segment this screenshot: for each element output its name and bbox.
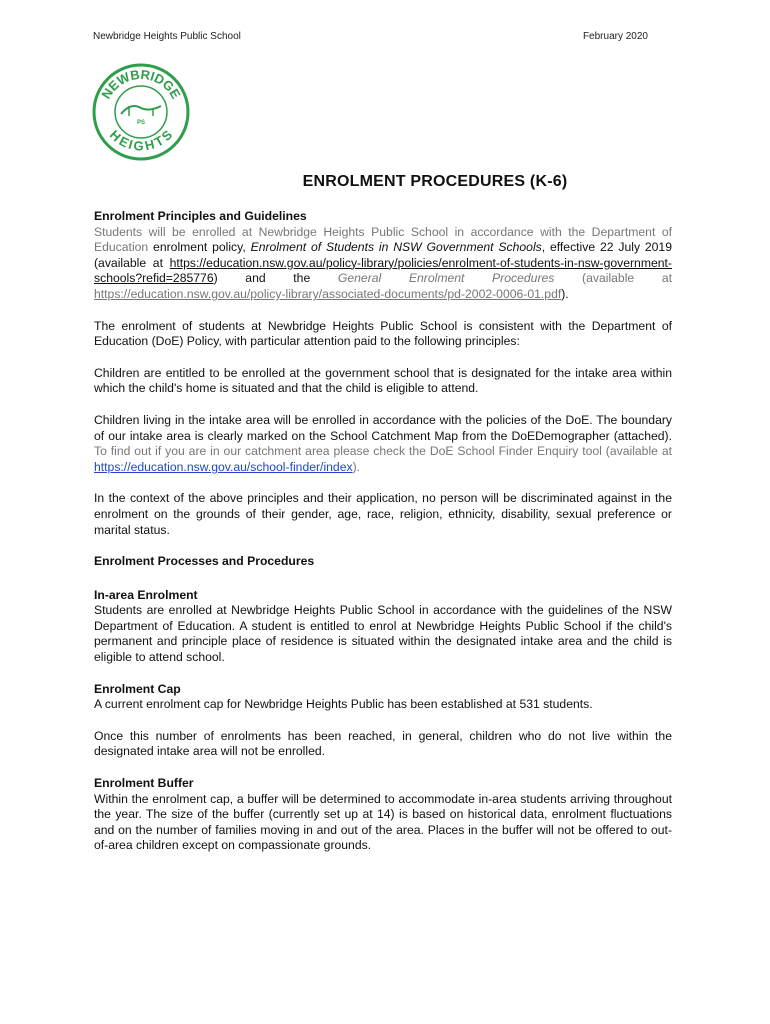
- principles-p1-a: Students will be enrolled at Newbridge Heights Public School in accordance with the Department of Education: [94, 224, 672, 255]
- principles-paragraph-5: In the context of the above principles and their application, no person will be discriminated against in the enrolment on the grounds of their gender, age, race, religion, ethnicity, disability, sexual preference or marital status.: [94, 491, 672, 537]
- principles-p1-b: enrolment policy,: [153, 240, 251, 255]
- principles-p4-a: Children living in the intake area will be enrolled in accordance with the policies of the DoE. The boundary of our intake area is clearly marked on the School Catchment Map from the DoEDemographer (attached).: [94, 412, 672, 443]
- policy-link[interactable]: https://education.nsw.gov.au/policy-library/policies/enrolment-of-students-in-nsw-government-schools?refid=285776: [94, 255, 672, 286]
- buffer-text: Within the enrolment cap, a buffer will be determined to accommodate in-area students arriving throughout the year. The size of the buffer (currently set up at 14) is based on historical data, enrolment fluctuations and on the number of families moving in and out of the area. Places in the buffer will not be offered to out-of-area children except on compassionate grounds.: [94, 791, 672, 853]
- page-title: ENROLMENT PROCEDURES (K-6): [302, 173, 568, 190]
- header-school-name: Newbridge Heights Public School: [93, 31, 241, 42]
- procedures-link[interactable]: https://education.nsw.gov.au/policy-library/associated-documents/pd-2002-0006-01.pdf: [94, 286, 562, 301]
- logo-bottom-text: HEIGHTS: [106, 127, 176, 154]
- header-date: February 2020: [582, 31, 648, 42]
- buffer-section: [94, 776, 672, 854]
- principles-p4-b: To find out if you are in our catchment area please check the DoE School Finder Enquiry tool (available at: [94, 444, 672, 459]
- inarea-heading: In-area Enrolment: [94, 587, 198, 602]
- principles-paragraph-1: [94, 209, 672, 303]
- logo-top-text: NEWBRIDGE: [98, 66, 184, 102]
- processes-heading: Enrolment Processes and Procedures: [94, 554, 315, 569]
- principles-heading: Enrolment Principles and Guidelines: [94, 209, 307, 223]
- buffer-heading: Enrolment Buffer: [94, 776, 194, 791]
- principles-p1-c: Enrolment of Students in NSW Government Schools: [250, 240, 542, 255]
- principles-paragraph-2: The enrolment of students at Newbridge Heights Public School is consistent with the Department of Education (DoE) Policy, with particular attention paid to the following principles:: [94, 318, 672, 349]
- logo-initials: PS: [136, 120, 146, 126]
- principles-paragraph-4: [94, 413, 672, 475]
- school-finder-link[interactable]: https://education.nsw.gov.au/school-finder/index: [94, 459, 353, 474]
- principles-p1-h: ).: [561, 286, 569, 301]
- principles-p1-g: (available at: [554, 271, 672, 286]
- school-logo: [91, 62, 191, 162]
- school-logo-svg: [91, 62, 191, 162]
- principles-p1-d: , effective 22 July 2019 (available at: [94, 240, 672, 270]
- cap-paragraph-2: Once this number of enrolments has been reached, in general, children who do not live within the designated intake area will not be enrolled.: [94, 728, 672, 759]
- principles-p1-e: ) and the: [213, 271, 338, 286]
- inarea-text: Students are enrolled at Newbridge Heights Public School in accordance with the guidelines of the NSW Department of Education. A student is entitled to enrol at Newbridge Heights Public School if the child's permanent and principle place of residence is situated within the designated intake area and the child is eligible to attend school.: [94, 603, 672, 665]
- cap-section: [94, 682, 672, 713]
- principles-p4-c: ).: [352, 459, 361, 474]
- cap-text: A current enrolment cap for Newbridge Heights Public has been established at 531 students.: [94, 697, 593, 712]
- principles-p1-f: General Enrolment Procedures: [337, 271, 555, 286]
- principles-paragraph-3: Children are entitled to be enrolled at the government school that is designated for the intake area within which the child's home is situated and that the child is eligible to attend.: [94, 365, 672, 396]
- cap-heading: Enrolment Cap: [94, 681, 181, 696]
- document-body: [94, 209, 672, 870]
- logo-bridge-icon: [121, 106, 161, 114]
- inarea-section: [94, 588, 672, 666]
